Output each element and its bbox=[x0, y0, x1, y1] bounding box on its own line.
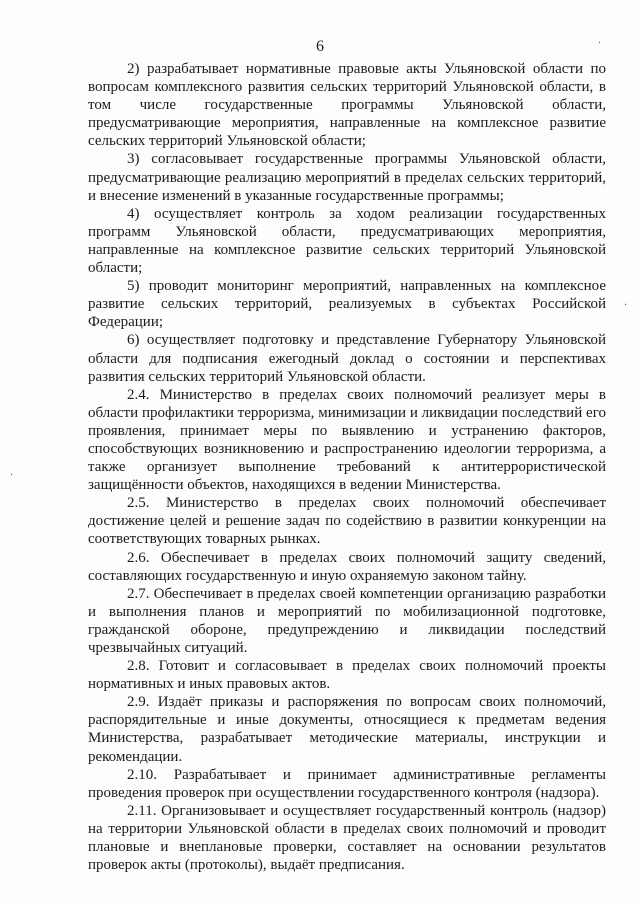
scan-speck-left: · bbox=[10, 470, 14, 481]
clause-2-10: 2.10. Разрабатывает и принимает административные регламенты проведения проверок при осуществлении государственного контроля (надзора). bbox=[88, 766, 606, 801]
clause-2-11: 2.11. Организовывает и осуществляет государственный контроль (надзор) на территории Ульяновской области в пределах своих полномочий и проводит плановые и внеплановые проверки, составляет на основании результатов проверок акты (протоколы), выдаёт предписания. bbox=[88, 802, 606, 874]
list-item-4: 4) осуществляет контроль за ходом реализации государственных программ Ульяновской области, предусматривающих мероприятия, направленные на комплексное развитие сельских территорий Ульяновской области; bbox=[88, 205, 606, 277]
document-text bbox=[88, 60, 606, 874]
list-item-3: 3) согласовывает государственные программы Ульяновской области, предусматривающие реализацию мероприятий в пределах сельских территорий, и внесение изменений в указанные государственные программы; bbox=[88, 151, 606, 204]
list-item-2: 2) разрабатывает нормативные правовые акты Ульяновской области по вопросам комплексного развития сельских территорий Ульяновской области, в том числе государственные программы Ульяновской области, предусматривающие мероприятия, направленные на комплексное развитие сельских территорий Ульяновской области; bbox=[88, 61, 606, 150]
clause-2-7: 2.7. Обеспечивает в пределах своей компетенции организацию разработки и выполнения планов и мероприятий по мобилизационной подготовке, гражданской обороне, предупреждению и ликвидации последствий чрезвычайных ситуаций. bbox=[88, 585, 606, 656]
list-item-6: 6) осуществляет подготовку и представление Губернатору Ульяновской области для подписания ежегодный доклад о состоянии и перспективах развития сельских территорий Ульяновской области. bbox=[88, 332, 606, 385]
clause-2-6: 2.6. Обеспечивает в пределах своих полномочий защиту сведений, составляющих государственную и иную охраняемую законом тайну. bbox=[88, 549, 606, 584]
clause-2-9: 2.9. Издаёт приказы и распоряжения по вопросам своих полномочий, распорядительные и иные документы, относящиеся к предметам ведения Министерства, разрабатывает методические материалы, инструкции и рекомендации. bbox=[88, 694, 606, 765]
clause-2-8: 2.8. Готовит и согласовывает в пределах своих полномочий проекты нормативных и иных правовых актов. bbox=[88, 658, 606, 693]
list-item-5: 5) проводит мониторинг мероприятий, направленных на комплексное развитие сельских территорий, реализуемых в субъектах Российской Федерации; bbox=[88, 278, 606, 331]
page-number: 6 bbox=[316, 38, 324, 55]
clause-2-5: 2.5. Министерство в пределах своих полномочий обеспечивает достижение целей и решение задач по содействию в развитии конкуренции на соответствующих товарных рынках. bbox=[88, 495, 606, 548]
scan-speck-top-right: · bbox=[598, 38, 602, 49]
clause-2-4: 2.4. Министерство в пределах своих полномочий реализует меры в области профилактики терроризма, минимизации и ликвидации последствий его проявления, принимает меры по выявлению и устранению факторов, способствующих возникновению и распространению идеологии терроризма, а также организует выполнение требований к антитеррористической защищённости объектов, находящихся в ведении Министерства. bbox=[88, 386, 606, 494]
scan-speck-right: · bbox=[624, 300, 628, 311]
